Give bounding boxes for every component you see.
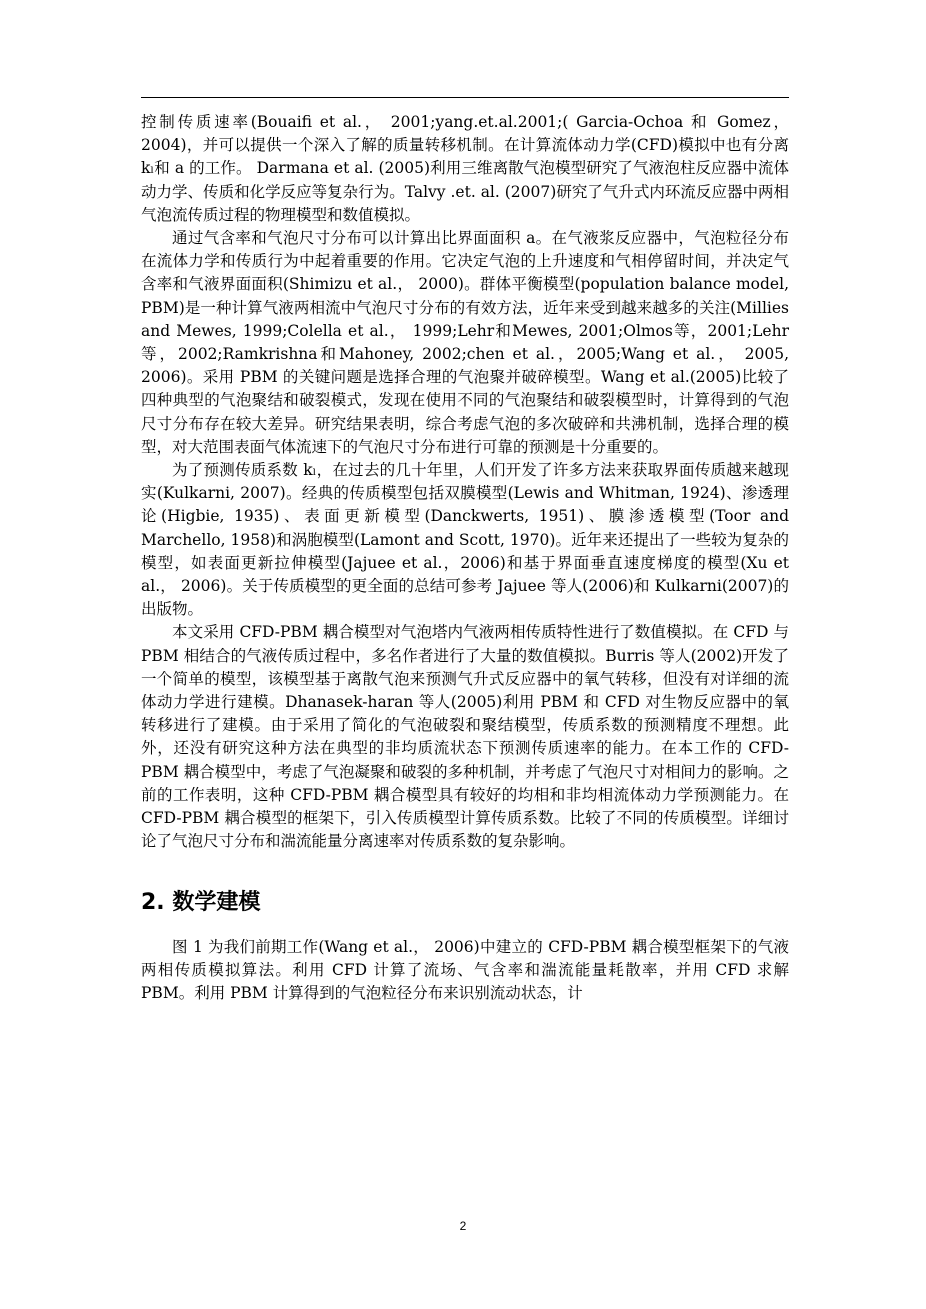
paragraph-continued: 控制传质速率(Bouaifi et al.， 2001;yang.et.al.2001;( Garcia-Ochoa 和 Gomez，2004)，并可以提供一个深入了解的质量转移机制。在计算流体动力学(CFD)模拟中也有分离 kₗ和 a 的工作。 Darmana et al. (2005)利用三维离散气泡模型研究了气液泡柱反应器中流体动力学、传质和化学反应等复杂行为。Talvy .et. al. (2007)研究了气升式内环流反应器中两相气泡流传质过程的物理模型和数值模拟。 [141, 113, 789, 224]
section-heading: 2. 数学建模 [141, 889, 261, 915]
paragraph-this-work: 本文采用 CFD-PBM 耦合模型对气泡塔内气液两相传质特性进行了数值模拟。在 CFD 与 PBM 相结合的气液传质过程中，多名作者进行了大量的数值模拟。Burris 等人(2002)开发了一个简单的模型，该模型基于离散气泡来预测气升式反应器中的氧气转移，但没有对详细的流体动力学进行建模。Dhanasek-haran 等人(2005)利用 PBM 和 CFD 对生物反应器中的氧转移进行了建模。由于采用了简化的气泡破裂和聚结模型，传质系数的预测精度不理想。此外，还没有研究这种方法在典型的非均质流状态下预测传质速率的能力。在本工作的 CFD-PBM 耦合模型中，考虑了气泡凝聚和破裂的多种机制，并考虑了气泡尺寸对相间力的影响。之前的工作表明，这种 CFD-PBM 耦合模型具有较好的均相和非均相流体动力学预测能力。在 CFD-PBM 耦合模型的框架下，引入传质模型计算传质系数。比较了不同的传质模型。详细讨论了气泡尺寸分布和湍流能量分离速率对传质系数的复杂影响。 [141, 623, 789, 851]
paragraph-bubble-size: 通过气含率和气泡尺寸分布可以计算出比界面面积 a。在气液浆反应器中，气泡粒径分布在流体力学和传质行为中起着重要的作用。它决定气泡的上升速度和气相停留时间，并决定气含率和气液界面面积(Shimizu et al.， 2000)。群体平衡模型(population balance model, PBM)是一种计算气液两相流中气泡尺寸分布的有效方法，近年来受到越来越多的关注(Millies and Mewes, 1999;Colella et al.， 1999;Lehr和Mewes, 2001;Olmos等，2001;Lehr等，2002;Ramkrishna和Mahoney, 2002;chen et al.，2005;Wang et al.， 2005, 2006)。采用 PBM 的关键问题是选择合理的气泡聚并破碎模型。Wang et al.(2005)比较了四种典型的气泡聚结和破裂模式，发现在使用不同的气泡聚结和破裂模型时，计算得到的气泡尺寸分布存在较大差异。研究结果表明，综合考虑气泡的多次破碎和共沸机制，选择合理的模型，对大范围表面气体流速下的气泡尺寸分布进行可靠的预测是十分重要的。 [141, 229, 789, 456]
paragraph-section-intro: 图 1 为我们前期工作(Wang et al.， 2006)中建立的 CFD-PBM 耦合模型框架下的气液两相传质模拟算法。利用 CFD 计算了流场、气含率和湍流能量耗散率，并用 CFD 求解 PBM。利用 PBM 计算得到的气泡粒径分布来识别流动状态，计 [141, 937, 789, 1002]
header-rule [141, 97, 789, 98]
page-body [141, 111, 789, 1005]
page-number: 2 [459, 1219, 467, 1233]
paragraph-mass-transfer-models: 为了预测传质系数 kₗ，在过去的几十年里，人们开发了许多方法来获取界面传质越来越现实(Kulkarni, 2007)。经典的传质模型包括双膜模型(Lewis and Whitman, 1924)、渗透理论(Higbie, 1935)、表面更新模型(Danckwerts, 1951)、膜渗透模型(Toor and Marchello, 1958)和涡胞模型(Lamont and Scott, 1970)。近年来还提出了一些较为复杂的模型，如表面更新拉伸模型(Jajuee et al.，2006)和基于界面垂直速度梯度的模型(Xu et al.， 2006)。关于传质模型的更全面的总结可参考 Jajuee 等人(2006)和 Kulkarni(2007)的出版物。 [141, 461, 789, 619]
